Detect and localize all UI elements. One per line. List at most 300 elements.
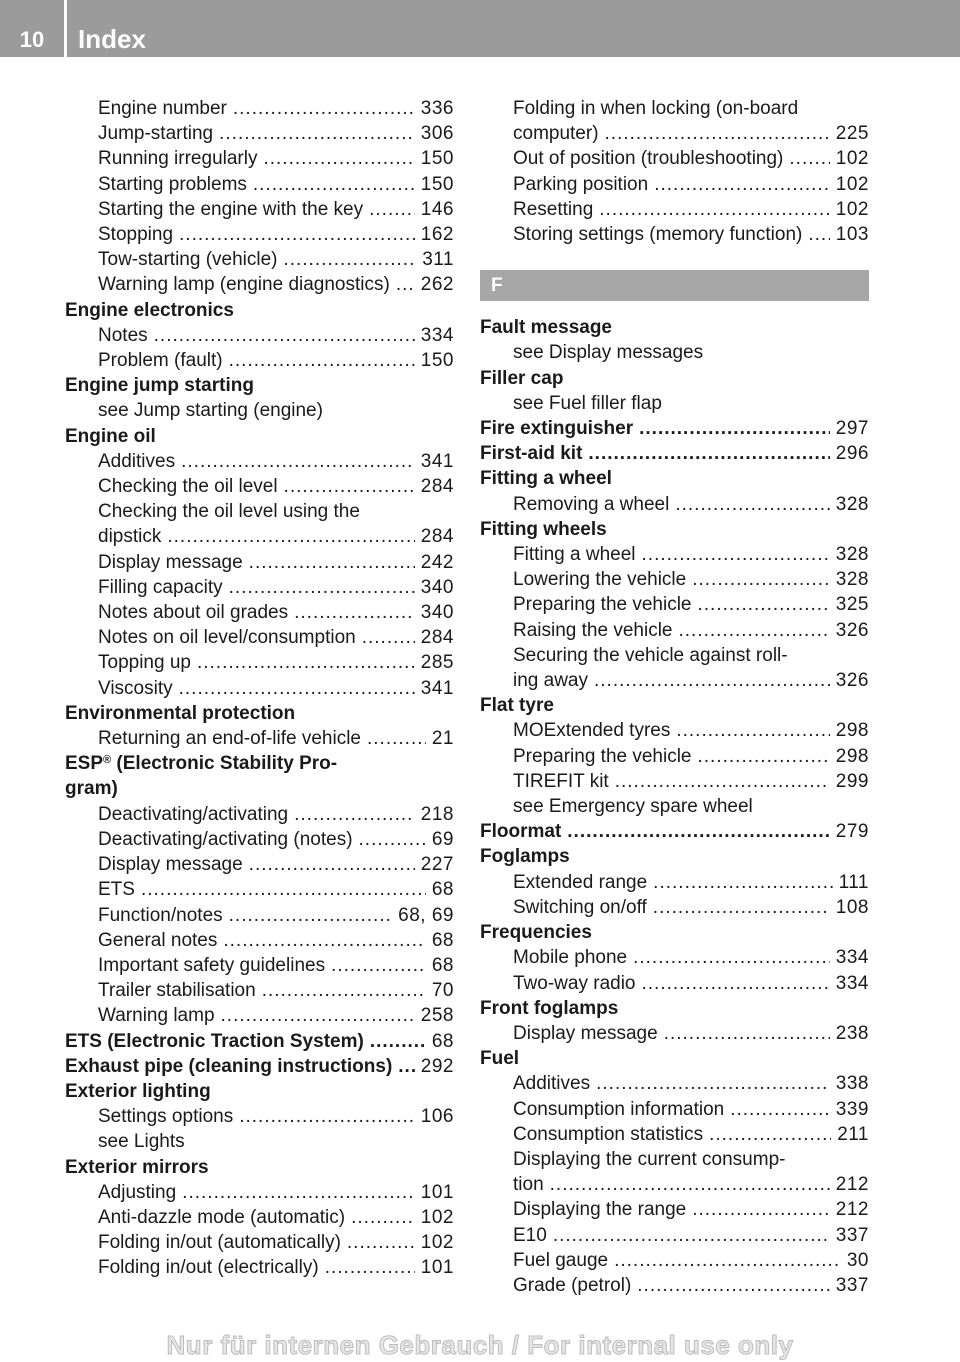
- page-reference: 341: [420, 450, 454, 472]
- page-reference: 68: [431, 879, 454, 901]
- dot-leader: [179, 222, 415, 247]
- page-reference: 212: [835, 1199, 869, 1221]
- entry-text: Trailer stabilisation: [98, 980, 256, 1002]
- dot-leader: [284, 474, 415, 499]
- entry-text: Extended range: [513, 871, 648, 893]
- dot-leader: [615, 769, 830, 794]
- entry-text: E10: [513, 1224, 547, 1246]
- dot-leader: [141, 877, 426, 902]
- index-subentry: [480, 592, 869, 617]
- index-subentry: [480, 870, 869, 895]
- dot-leader: [692, 567, 830, 592]
- page-header: [0, 0, 960, 57]
- dot-leader: [294, 600, 415, 625]
- page-reference: 292: [420, 1055, 454, 1077]
- dot-leader: [678, 618, 829, 643]
- index-subentry: [65, 726, 454, 751]
- entry-text: General notes: [98, 929, 218, 951]
- index-subentry: [480, 146, 869, 171]
- entry-text: Fitting a wheel: [513, 544, 636, 566]
- entry-text: Adjusting: [98, 1181, 177, 1203]
- index-subentry: [480, 744, 869, 769]
- page-reference: 334: [835, 972, 869, 994]
- index-subentry: [65, 903, 454, 928]
- index-subentry: [480, 769, 869, 794]
- page-reference: 334: [835, 947, 869, 969]
- page-reference: 68: [431, 929, 454, 951]
- page-reference: 299: [835, 770, 869, 792]
- index-subentry: [65, 146, 454, 171]
- entry-text: Foglamps: [480, 846, 570, 868]
- dot-leader: [664, 1021, 830, 1046]
- index-subentry: [480, 1248, 869, 1273]
- entry-text: Warning lamp (engine diagnostics): [98, 274, 390, 296]
- page-reference: 284: [420, 476, 454, 498]
- page-reference: 108: [835, 896, 869, 918]
- index-subentry: [480, 1122, 869, 1147]
- page-reference: 340: [420, 576, 454, 598]
- entry-text: Checking the oil level using the: [98, 501, 360, 523]
- page-reference: 328: [835, 544, 869, 566]
- entry-text: Fire extinguisher: [480, 418, 634, 440]
- index-subentry: [65, 524, 454, 549]
- entry-text: Folding in/out (electrically): [98, 1257, 319, 1279]
- index-subentry: [480, 1223, 869, 1248]
- index-subentry: [65, 1205, 454, 1230]
- entry-text: Engine jump starting: [65, 375, 254, 397]
- index-heading: [65, 751, 454, 776]
- page-reference: 70: [431, 980, 454, 1002]
- page-reference: 340: [420, 602, 454, 624]
- dot-leader: [347, 1230, 415, 1255]
- entry-text: Fitting wheels: [480, 518, 607, 540]
- entry-text: Viscosity: [98, 677, 173, 699]
- dot-leader: [239, 1104, 415, 1129]
- entry-text: Deactivating/activating: [98, 803, 289, 825]
- index-subentry: [480, 1071, 869, 1096]
- index-subentry: [65, 1129, 454, 1154]
- dot-leader: [154, 323, 415, 348]
- dot-leader: [599, 197, 830, 222]
- index-subentry: [65, 348, 454, 373]
- index-subentry: [480, 718, 869, 743]
- dot-leader: [637, 1273, 830, 1298]
- dot-leader: [223, 928, 426, 953]
- entry-text: Exterior lighting: [65, 1080, 211, 1102]
- dot-leader: [605, 121, 830, 146]
- page-title: Index: [78, 24, 146, 54]
- page-reference: 111: [838, 871, 869, 893]
- page-reference: 337: [835, 1224, 869, 1246]
- index-subentry: [65, 1255, 454, 1280]
- dot-leader: [550, 1172, 830, 1197]
- index-subentry: [480, 1273, 869, 1298]
- index-subentry: [65, 650, 454, 675]
- index-heading: [480, 920, 869, 945]
- dot-leader: [614, 1248, 841, 1273]
- dot-leader: [219, 121, 415, 146]
- entry-text: Folding in when locking (on-board: [513, 98, 799, 119]
- entry-text: Preparing the vehicle: [513, 594, 692, 616]
- dot-leader: [294, 802, 415, 827]
- index-subentry: [480, 794, 869, 819]
- page-reference: 284: [420, 526, 454, 548]
- dot-leader: [370, 1029, 426, 1054]
- entry-text: Returning an end-of-life vehicle: [98, 728, 361, 750]
- index-subentry: [480, 197, 869, 222]
- entry-text: Starting problems: [98, 173, 247, 195]
- entry-text: ETS (Electronic Traction System): [65, 1030, 364, 1052]
- index-heading: [65, 1054, 454, 1079]
- index-subentry: [65, 197, 454, 222]
- section-letter-f: F: [480, 270, 869, 301]
- page-reference: 279: [835, 821, 869, 843]
- index-heading: [480, 466, 869, 491]
- page-reference: 150: [420, 350, 454, 372]
- entry-text: Checking the oil level: [98, 476, 278, 498]
- internal-use-watermark: Nur für internen Gebrauch / For internal use only: [166, 1330, 794, 1360]
- page-reference: 336: [420, 98, 454, 119]
- dot-leader: [359, 827, 426, 852]
- index-subentry: [480, 1172, 869, 1197]
- entry-text: Jump-starting: [98, 123, 214, 145]
- index-subentry: [65, 1104, 454, 1129]
- index-subentry: [65, 1230, 454, 1255]
- index-heading: [65, 701, 454, 726]
- index-subentry: [65, 449, 454, 474]
- index-subentry: [480, 567, 869, 592]
- dot-leader: [698, 744, 830, 769]
- entry-text: Environmental protection: [65, 702, 296, 724]
- index-subentry: [480, 1021, 869, 1046]
- entry-text: Starting the engine with the key: [98, 198, 364, 220]
- entry-text: Floormat: [480, 821, 562, 843]
- dot-leader: [221, 1003, 415, 1028]
- dot-leader: [789, 146, 829, 171]
- entry-text: gram): [65, 778, 118, 800]
- index-subentry: [65, 474, 454, 499]
- page-reference: 306: [420, 123, 454, 145]
- dot-leader: [233, 96, 415, 121]
- entry-text: Problem (fault): [98, 350, 223, 372]
- page-reference: 339: [835, 1098, 869, 1120]
- page-reference: 258: [420, 1005, 454, 1027]
- dot-leader: [676, 718, 829, 743]
- page-reference: 30: [846, 1249, 869, 1271]
- entry-text: ESP® (Electronic Stability Pro-: [65, 753, 338, 775]
- entry-text: Anti-dazzle mode (automatic): [98, 1206, 346, 1228]
- entry-text: Display message: [98, 551, 243, 573]
- index-subentry: [65, 802, 454, 827]
- index-subentry: [480, 542, 869, 567]
- dot-leader: [249, 550, 415, 575]
- dot-leader: [181, 449, 415, 474]
- dot-leader: [808, 222, 829, 247]
- page-reference: 150: [420, 173, 454, 195]
- page-reference: 211: [837, 1123, 869, 1145]
- entry-text: Filling capacity: [98, 576, 223, 598]
- entry-text: dipstick: [98, 526, 162, 548]
- entry-text: see Emergency spare wheel: [513, 796, 753, 818]
- index-subentry: [65, 222, 454, 247]
- index-subentry: [65, 827, 454, 852]
- index-heading: [65, 1079, 454, 1104]
- page-reference: 103: [835, 224, 869, 246]
- page-reference: 102: [835, 148, 869, 170]
- dot-leader: [588, 441, 829, 466]
- index-subentry: [480, 391, 869, 416]
- index-subentry: [480, 121, 869, 146]
- entry-text: MOExtended tyres: [513, 720, 671, 742]
- index-heading: [480, 416, 869, 441]
- index-subentry: [65, 172, 454, 197]
- entry-text: Running irregularly: [98, 148, 258, 170]
- index-subentry: [480, 945, 869, 970]
- page-reference: 337: [835, 1274, 869, 1296]
- index-subentry: [480, 1147, 869, 1172]
- index-subentry: [65, 247, 454, 272]
- dot-leader: [331, 953, 426, 978]
- entry-text: Front foglamps: [480, 997, 619, 1019]
- index-heading: [480, 315, 869, 340]
- index-subentry: [480, 96, 869, 121]
- dot-leader: [367, 726, 426, 751]
- entry-text: Fault message: [480, 317, 612, 339]
- page-reference: 338: [835, 1073, 869, 1095]
- dot-leader: [325, 1255, 415, 1280]
- page-reference: 296: [835, 443, 869, 465]
- entry-text: see Jump starting (engine): [98, 400, 323, 422]
- entry-text: Notes on oil level/consumption: [98, 627, 356, 649]
- index-subentry: [65, 1003, 454, 1028]
- page-number: 10: [19, 27, 45, 52]
- page-reference: 68, 69: [398, 904, 454, 926]
- page-reference: 325: [835, 594, 869, 616]
- dot-leader: [263, 146, 414, 171]
- page-reference: 68: [431, 954, 454, 976]
- page-reference: 102: [420, 1232, 454, 1254]
- entry-text: Raising the vehicle: [513, 619, 673, 641]
- index-heading: [65, 776, 454, 801]
- index-subentry: [65, 625, 454, 650]
- page-reference: 341: [420, 677, 454, 699]
- entry-text: Stopping: [98, 224, 174, 246]
- dot-leader: [567, 819, 830, 844]
- page-reference: 284: [420, 627, 454, 649]
- entry-text: Fitting a wheel: [480, 468, 612, 490]
- entry-text: ing away: [513, 670, 588, 692]
- index-heading: [65, 424, 454, 449]
- page-reference: 242: [420, 551, 454, 573]
- index-column-right: [480, 96, 869, 1298]
- page-reference: 218: [420, 803, 454, 825]
- index-subentry: [65, 121, 454, 146]
- dot-leader: [179, 676, 415, 701]
- dot-leader: [197, 650, 415, 675]
- dot-leader: [633, 945, 830, 970]
- dot-leader: [351, 1205, 415, 1230]
- index-group-e-continued: [480, 96, 869, 247]
- index-subentry: [480, 340, 869, 365]
- dot-leader: [653, 870, 832, 895]
- index-subentry: [65, 953, 454, 978]
- dot-leader: [596, 1071, 830, 1096]
- index-subentry: [65, 96, 454, 121]
- page-reference: 102: [420, 1206, 454, 1228]
- dot-leader: [167, 524, 414, 549]
- entry-text: Frequencies: [480, 922, 592, 944]
- entry-text: TIREFIT kit: [513, 770, 609, 792]
- page-reference: 328: [835, 569, 869, 591]
- index-subentry: [480, 668, 869, 693]
- index-subentry: [480, 492, 869, 517]
- header-divider: [64, 0, 67, 57]
- index-heading: [480, 996, 869, 1021]
- index-group-f: [480, 315, 869, 1298]
- entry-text: Two-way radio: [513, 972, 636, 994]
- index-heading: [65, 373, 454, 398]
- entry-text: Folding in/out (automatically): [98, 1232, 341, 1254]
- entry-text: Engine electronics: [65, 299, 234, 321]
- dot-leader: [594, 668, 830, 693]
- index-subentry: [480, 895, 869, 920]
- dot-leader: [642, 542, 830, 567]
- entry-text: Topping up: [98, 652, 191, 674]
- entry-text: Deactivating/activating (notes): [98, 828, 353, 850]
- entry-text: Display message: [513, 1022, 658, 1044]
- entry-text: Storing settings (memory function): [513, 224, 803, 246]
- index-subentry: [65, 550, 454, 575]
- entry-text: Mobile phone: [513, 947, 628, 969]
- index-subentry: [480, 1197, 869, 1222]
- dot-leader: [253, 172, 415, 197]
- entry-text: Resetting: [513, 198, 594, 220]
- index-heading: [65, 1155, 454, 1180]
- dot-leader: [249, 852, 415, 877]
- index-subentry: [65, 928, 454, 953]
- index-subentry: [65, 398, 454, 423]
- index-subentry: [65, 852, 454, 877]
- entry-text: Flat tyre: [480, 695, 554, 717]
- entry-text: Engine oil: [65, 425, 156, 447]
- entry-text: Exterior mirrors: [65, 1156, 209, 1178]
- entry-text: Exhaust pipe (cleaning instructions): [65, 1055, 393, 1077]
- index-subentry: [480, 643, 869, 668]
- index-subentry: [65, 575, 454, 600]
- entry-text: see Display messages: [513, 342, 704, 364]
- page-reference: 298: [835, 720, 869, 742]
- index-subentry: [65, 323, 454, 348]
- dot-leader: [229, 575, 415, 600]
- dot-leader: [653, 895, 830, 920]
- dot-leader: [654, 172, 830, 197]
- entry-text: Fuel: [480, 1048, 520, 1070]
- page-reference: 227: [420, 854, 454, 876]
- entry-text: Parking position: [513, 173, 649, 195]
- page-reference: 328: [835, 493, 869, 515]
- page-reference: 150: [420, 148, 454, 170]
- page-reference: 69: [431, 828, 454, 850]
- entry-text: ETS: [98, 879, 135, 901]
- entry-text: Securing the vehicle against roll-: [513, 644, 788, 666]
- index-heading: [480, 441, 869, 466]
- index-subentry: [480, 971, 869, 996]
- dot-leader: [675, 492, 829, 517]
- page-reference: 326: [835, 619, 869, 641]
- entry-text: Additives: [513, 1073, 591, 1095]
- index-subentry: [65, 877, 454, 902]
- page-reference: 101: [420, 1257, 454, 1279]
- dot-leader: [284, 247, 417, 272]
- page-reference: 225: [835, 123, 869, 145]
- entry-text: Notes about oil grades: [98, 602, 289, 624]
- dot-leader: [362, 625, 415, 650]
- dot-leader: [262, 978, 426, 1003]
- page-reference: 297: [835, 418, 869, 440]
- dot-leader: [698, 592, 830, 617]
- entry-text: Fuel gauge: [513, 1249, 609, 1271]
- page-reference: 102: [835, 198, 869, 220]
- entry-text: Engine number: [98, 98, 227, 119]
- page-reference: 311: [422, 249, 454, 271]
- page-reference: 146: [420, 198, 454, 220]
- index-subentry: [480, 222, 869, 247]
- entry-text: First-aid kit: [480, 443, 583, 465]
- index-heading: [480, 1046, 869, 1071]
- index-subentry: [65, 272, 454, 297]
- entry-text: Consumption statistics: [513, 1123, 704, 1145]
- page-reference: 106: [420, 1106, 454, 1128]
- dot-leader: [642, 971, 830, 996]
- entry-text: Displaying the range: [513, 1199, 687, 1221]
- registered-mark: ®: [103, 754, 112, 767]
- entry-text: Tow-starting (vehicle): [98, 249, 278, 271]
- dot-leader: [709, 1122, 831, 1147]
- entry-text: Settings options: [98, 1106, 234, 1128]
- entry-text: Out of position (troubleshooting): [513, 148, 784, 170]
- page-reference: 162: [420, 224, 454, 246]
- index-subentry: [65, 676, 454, 701]
- index-subentry: [65, 978, 454, 1003]
- index-heading: [65, 298, 454, 323]
- entry-text: Notes: [98, 324, 148, 346]
- page-reference: 262: [420, 274, 454, 296]
- index-heading: [480, 366, 869, 391]
- page-reference: 102: [835, 173, 869, 195]
- dot-leader: [229, 903, 393, 928]
- entry-text: Display message: [98, 854, 243, 876]
- entry-text: computer): [513, 123, 599, 145]
- page-reference: 101: [420, 1181, 454, 1203]
- dot-leader: [396, 272, 415, 297]
- entry-text: see Lights: [98, 1131, 185, 1153]
- entry-text: tion: [513, 1174, 544, 1196]
- entry-text: Lowering the vehicle: [513, 569, 687, 591]
- index-subentry: [65, 600, 454, 625]
- entry-text: Filler cap: [480, 367, 564, 389]
- dot-leader: [398, 1054, 415, 1079]
- entry-text: Preparing the vehicle: [513, 745, 692, 767]
- dot-leader: [229, 348, 415, 373]
- index-column-left: [65, 96, 454, 1281]
- index-heading: [480, 517, 869, 542]
- dot-leader: [369, 197, 415, 222]
- dot-leader: [553, 1223, 830, 1248]
- entry-text: Consumption information: [513, 1098, 725, 1120]
- index-subentry: [480, 618, 869, 643]
- index-heading: [480, 693, 869, 718]
- page-reference: 285: [420, 652, 454, 674]
